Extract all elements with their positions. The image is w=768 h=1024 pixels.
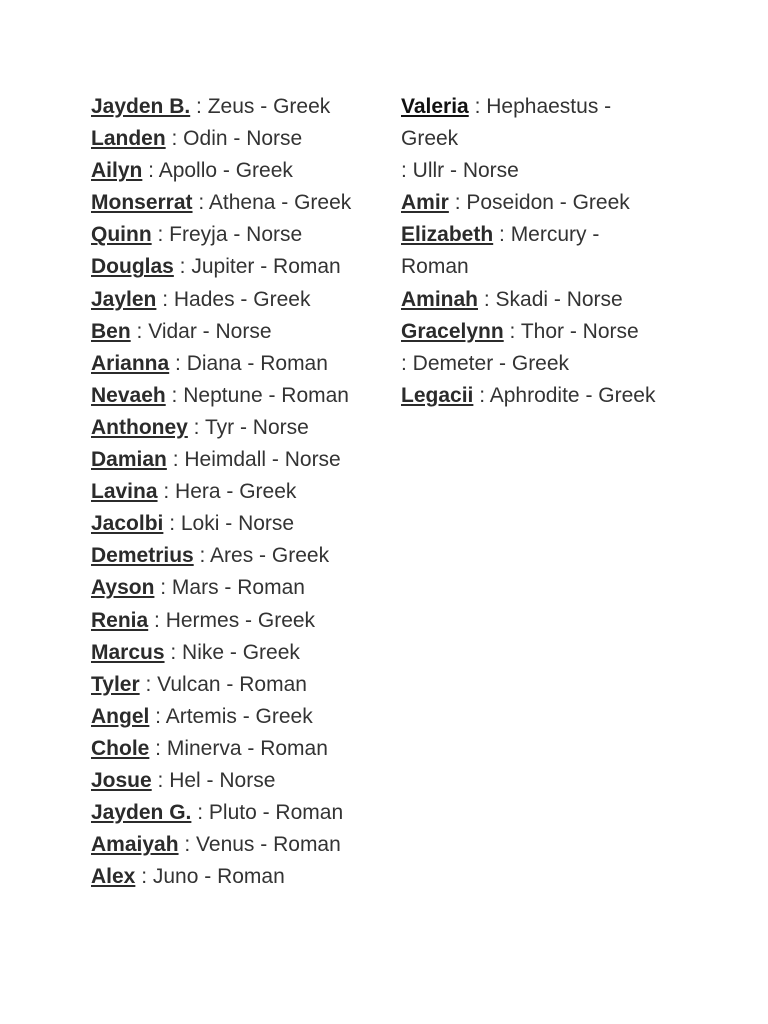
god-assignment: : Loki - Norse — [163, 512, 295, 536]
student-name: Douglas — [91, 255, 174, 279]
student-name: Legacii — [401, 383, 474, 407]
student-name: Valeria — [401, 95, 469, 118]
student-name: Marcus — [91, 640, 165, 664]
list-item — [91, 316, 381, 348]
god-assignment: : Demeter - Greek — [401, 351, 570, 375]
list-item — [401, 380, 691, 412]
list-item — [401, 316, 691, 348]
god-assignment: : Artemis - Greek — [149, 704, 313, 728]
god-assignment: : Mercury - Roman — [401, 223, 600, 279]
student-name: Nevaeh — [91, 383, 166, 407]
list-item — [401, 284, 691, 316]
student-name: Amaiyah — [91, 833, 179, 857]
list-item — [401, 187, 691, 219]
list-item — [91, 348, 381, 380]
god-assignment: : Odin - Norse — [165, 127, 303, 151]
list-item — [91, 797, 381, 829]
student-name: Chole — [91, 736, 150, 760]
list-item — [91, 605, 381, 637]
student-name: Amir — [401, 191, 449, 215]
god-assignment: : Apollo - Greek — [142, 159, 293, 183]
list-item — [91, 155, 381, 187]
god-assignment: : Heimdall - Norse — [166, 448, 341, 472]
god-assignment: : Vulcan - Roman — [139, 672, 307, 696]
list-item — [91, 508, 381, 540]
god-assignment: : Athena - Greek — [192, 191, 352, 215]
list-item — [91, 733, 381, 765]
list-item — [91, 219, 381, 251]
list-item — [401, 155, 691, 187]
god-assignment: : Mars - Roman — [154, 576, 305, 600]
god-assignment: : Tyr - Norse — [187, 415, 309, 439]
right-column — [401, 91, 691, 412]
list-item — [401, 348, 691, 380]
god-assignment: : Hera - Greek — [157, 480, 297, 504]
god-assignment: : Thor - Norse — [503, 319, 639, 343]
student-name: Jaylen — [91, 287, 157, 311]
god-assignment: : Freyja - Norse — [151, 223, 303, 247]
god-assignment: : Jupiter - Roman — [173, 255, 341, 279]
god-assignment: : Vidar - Norse — [130, 319, 272, 343]
list-item — [401, 91, 633, 155]
student-name: Jacolbi — [91, 512, 164, 536]
god-assignment: : Hel - Norse — [151, 768, 276, 792]
student-name: Ayson — [91, 576, 155, 600]
student-name: Renia — [91, 608, 149, 632]
list-item — [91, 765, 381, 797]
list-item — [91, 380, 381, 412]
god-assignment: : Hades - Greek — [156, 287, 311, 311]
list-item — [91, 669, 381, 701]
student-name: Monserrat — [91, 191, 193, 215]
student-name: Ben — [91, 319, 131, 343]
god-assignment: : Aphrodite - Greek — [473, 383, 656, 407]
list-item — [91, 91, 381, 123]
student-name: Quinn — [91, 223, 152, 247]
list-item — [91, 123, 381, 155]
student-name: Landen — [91, 127, 166, 151]
god-assignment: : Zeus - Greek — [190, 95, 331, 118]
god-assignment: : Venus - Roman — [178, 833, 341, 857]
student-name: Ailyn — [91, 159, 143, 183]
student-name: Aminah — [401, 287, 479, 311]
student-name: Josue — [91, 768, 152, 792]
student-name: Gracelynn — [401, 319, 504, 343]
student-name: Angel — [91, 704, 150, 728]
list-item — [91, 637, 381, 669]
student-name: Damian — [91, 448, 167, 472]
student-name: Arianna — [91, 351, 170, 375]
student-name: Jayden B. — [91, 95, 191, 118]
list-item — [91, 476, 381, 508]
list-item — [91, 444, 381, 476]
god-assignment: : Juno - Roman — [135, 865, 285, 889]
god-assignment: : Ullr - Norse — [401, 159, 519, 183]
student-name: Lavina — [91, 480, 158, 504]
student-name: Elizabeth — [401, 223, 494, 247]
student-name: Tyler — [91, 672, 140, 696]
list-item — [91, 701, 381, 733]
god-assignment: : Minerva - Roman — [149, 736, 328, 760]
list-item — [91, 540, 381, 572]
god-assignment: : Ares - Greek — [193, 544, 330, 568]
student-name: Jayden G. — [91, 801, 192, 825]
god-assignment: : Hermes - Greek — [148, 608, 316, 632]
god-assignment: : Hephaestus - Greek — [401, 95, 612, 151]
god-assignment: : Diana - Roman — [169, 351, 328, 375]
list-item — [91, 829, 381, 861]
list-item — [91, 572, 381, 604]
god-assignment: : Skadi - Norse — [478, 287, 623, 311]
left-column — [91, 91, 381, 893]
list-item — [401, 219, 623, 283]
student-name: Anthoney — [91, 415, 188, 439]
list-item — [91, 284, 381, 316]
student-name: Demetrius — [91, 544, 194, 568]
list-item — [91, 861, 381, 893]
god-assignment: : Neptune - Roman — [165, 383, 349, 407]
list-item — [91, 251, 381, 283]
god-assignment: : Pluto - Roman — [191, 801, 344, 825]
student-name: Alex — [91, 865, 136, 889]
list-item — [91, 412, 381, 444]
god-assignment: : Nike - Greek — [164, 640, 300, 664]
list-item — [91, 187, 381, 219]
god-assignment: : Poseidon - Greek — [448, 191, 630, 215]
